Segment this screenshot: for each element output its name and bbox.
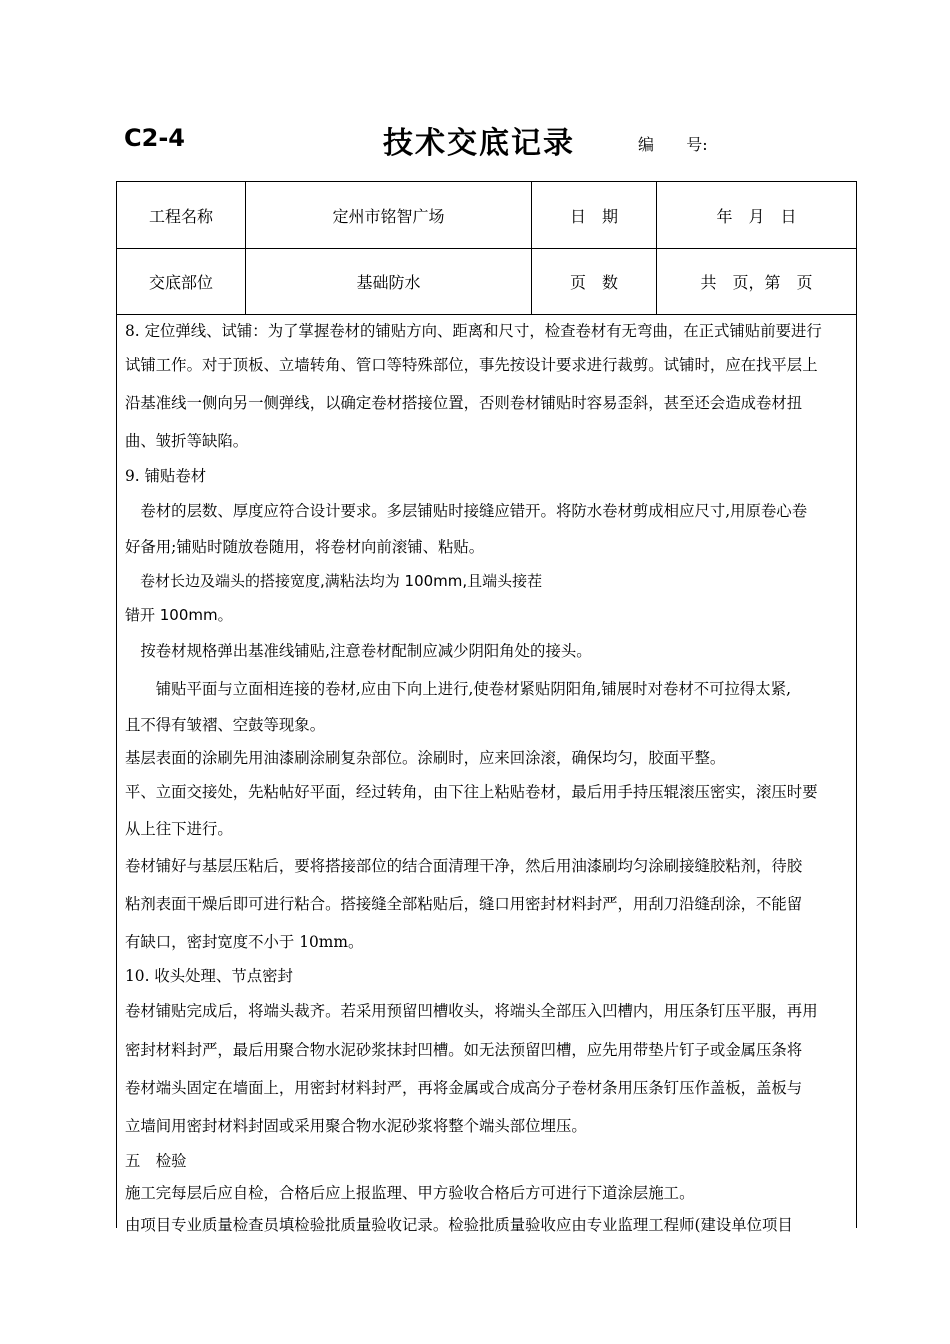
- content-line: 粘剂表面干燥后即可进行粘合。搭接缝全部粘贴后，缝口用密封材料封严，用刮刀沿缝刮涂，不能留: [125, 895, 803, 913]
- number-label-part-2: 号:: [686, 135, 708, 154]
- pages-label: 页 数: [532, 249, 657, 314]
- content-line: 试铺工作。对于顶板、立墙转角、管口等特殊部位，事先按设计要求进行裁剪。试铺时，应在找平层上: [125, 356, 818, 374]
- content-line: 曲、皱折等缺陷。: [125, 432, 249, 450]
- project-name-value: 定州市铭智广场: [246, 182, 532, 248]
- project-name-label: 工程名称: [117, 182, 246, 248]
- content-line: 卷材铺贴完成后，将端头裁齐。若采用预留凹槽收头，将端头全部压入凹槽内，用压条钉压平服，再用: [125, 1002, 818, 1020]
- document-header: [0, 118, 950, 168]
- info-row-project: [117, 182, 856, 249]
- content-line: 从上往下进行。: [125, 820, 233, 838]
- number-label: [638, 132, 708, 155]
- content-line: 按卷材规格弹出基准线铺贴,注意卷材配制应减少阴阳角处的接头。: [125, 642, 592, 660]
- content-line: 卷材端头固定在墙面上，用密封材料封严，再将金属或合成高分子卷材条用压条钉压作盖板，盖板与: [125, 1079, 803, 1097]
- content-line: 卷材的层数、厚度应符合设计要求。多层铺贴时接缝应错开。将防水卷材剪成相应尺寸,用原卷心卷: [125, 502, 808, 520]
- content-line: 铺贴平面与立面相连接的卷材,应由下向上进行,使卷材紧贴阴阳角,铺展时对卷材不可拉得太紧,: [125, 680, 791, 698]
- content-line: 立墙间用密封材料封固或采用聚合物水泥砂浆将整个端头部位埋压。: [125, 1117, 587, 1135]
- form-code: C2-4: [124, 124, 185, 152]
- record-sheet: [116, 181, 857, 1234]
- content-line: 错开 100mm。: [125, 606, 233, 624]
- content-line: 五 检验: [125, 1152, 187, 1170]
- content-line: 沿基准线一侧向另一侧弹线，以确定卷材搭接位置，否则卷材铺贴时容易歪斜，甚至还会造成卷材扭: [125, 394, 803, 412]
- document-title: 技术交底记录: [383, 126, 575, 161]
- content-line: 密封材料封严，最后用聚合物水泥砂浆抹封凹槽。如无法预留凹槽，应先用带垫片钉子或金属压条将: [125, 1041, 803, 1059]
- content-line: 由项目专业质量检查员填检验批质量验收记录。检验批质量验收应由专业监理工程师(建设单位项目: [125, 1216, 793, 1234]
- date-value: 年 月 日: [716, 206, 797, 226]
- disclosure-content: [117, 315, 856, 1241]
- part-value: 基础防水: [246, 249, 532, 314]
- pages-value: 共 页，第 页: [700, 273, 813, 292]
- content-line: 且不得有皱褶、空鼓等现象。: [125, 716, 326, 734]
- part-label: 交底部位: [117, 249, 246, 314]
- content-line: 基层表面的涂刷先用油漆刷涂刷复杂部位。涂刷时，应来回涂滚，确保均匀，胶面平整。: [125, 749, 726, 767]
- content-line: 平、立面交接处，先粘帖好平面，经过转角，由下往上粘贴卷材，最后用手持压辊滚压密实，滚压时要: [125, 783, 818, 801]
- info-row-part: [117, 249, 856, 315]
- content-line: 施工完每层后应自检，合格后应上报监理、甲方验收合格后方可进行下道涂层施工。: [125, 1184, 695, 1202]
- content-line: 10. 收头处理、节点密封: [125, 967, 293, 985]
- content-line: 卷材长边及端头的搭接宽度,满粘法均为 100mm,且端头接茬: [125, 572, 543, 590]
- date-label: 日 期: [532, 182, 657, 248]
- content-line: 好备用;铺贴时随放卷随用，将卷材向前滚铺、粘贴。: [125, 538, 485, 556]
- content-line: 有缺口，密封宽度不小于 10mm。: [125, 933, 364, 951]
- content-line: 8. 定位弹线、试铺：为了掌握卷材的铺贴方向、距离和尺寸，检查卷材有无弯曲，在正式铺贴前要进行: [125, 322, 822, 340]
- number-label-part-1: 编: [638, 135, 655, 154]
- content-line: 9. 铺贴卷材: [125, 467, 207, 485]
- content-line: 卷材铺好与基层压粘后，要将搭接部位的结合面清理干净，然后用油漆刷均匀涂刷接缝胶粘剂，待胶: [125, 857, 803, 875]
